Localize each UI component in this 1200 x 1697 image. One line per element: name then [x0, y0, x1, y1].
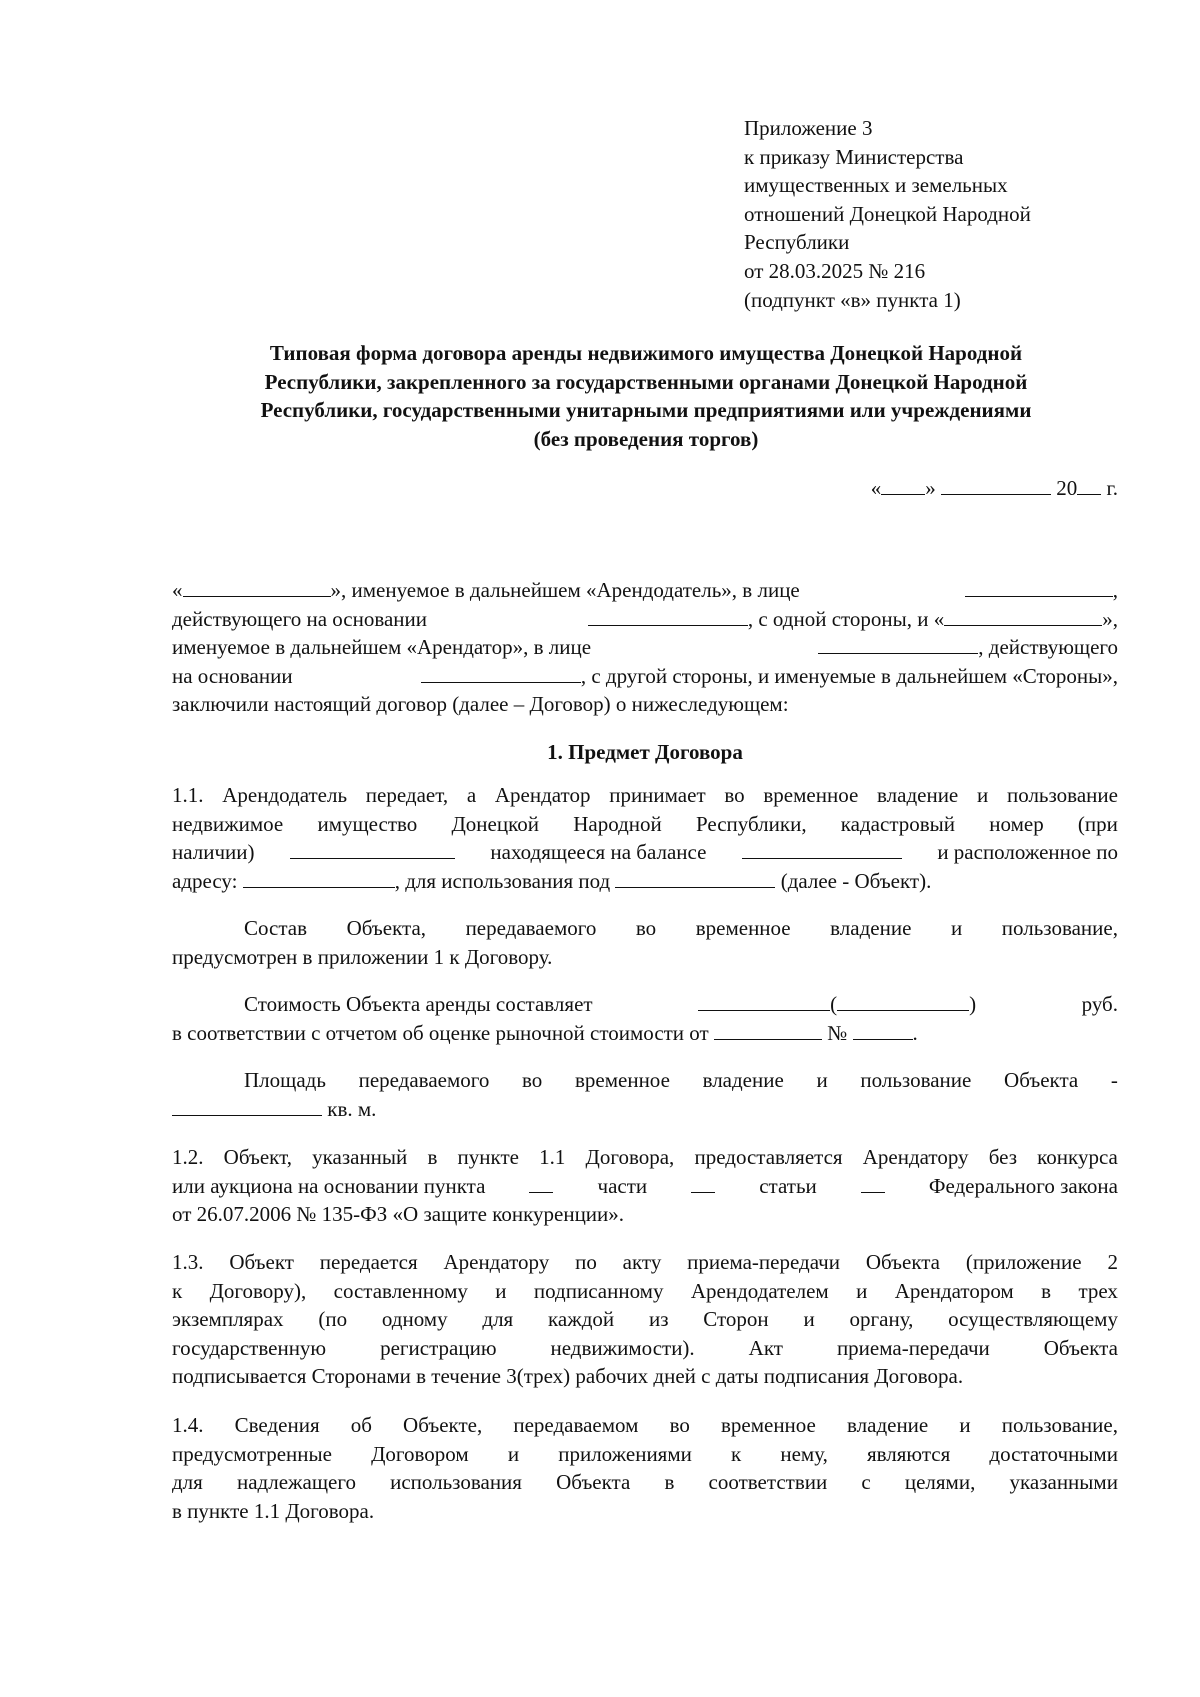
- word: для: [172, 1470, 203, 1495]
- appendix-line: Приложение 3: [744, 116, 873, 140]
- word: во: [522, 1068, 543, 1092]
- word: 1.4.: [172, 1413, 204, 1437]
- word: во: [669, 1413, 690, 1437]
- cost-digits-blank: [698, 990, 830, 1011]
- word: владение: [830, 916, 912, 940]
- word: Объект,: [223, 1145, 292, 1169]
- word: регистрацию: [380, 1335, 497, 1360]
- lessee-representative-blank: [818, 633, 978, 654]
- clause-line: адресу: , для использования под (далее - Объект).: [172, 868, 932, 893]
- word: нему,: [780, 1441, 828, 1466]
- word: 1.2.: [172, 1145, 204, 1169]
- word: являются: [867, 1441, 951, 1466]
- use-purpose-blank: [615, 867, 775, 888]
- word: временное: [574, 1068, 670, 1092]
- word: Объекта: [1004, 1068, 1079, 1092]
- word: Сторон: [703, 1307, 769, 1332]
- appendix-header: [744, 114, 1144, 314]
- word: акту: [622, 1250, 662, 1274]
- word: органу,: [849, 1307, 914, 1332]
- word: Сведения: [234, 1413, 320, 1437]
- word: по: [575, 1250, 597, 1274]
- appendix-line: Республики: [744, 230, 850, 255]
- clause-line: в пункте 1.1 Договора.: [172, 1498, 375, 1523]
- area-blank: [172, 1095, 322, 1116]
- word: передаваемого: [358, 1068, 490, 1092]
- preamble-line-4: на основании , с другой стороны, и именуемые в дальнейшем «Стороны»,: [172, 663, 1118, 688]
- preamble-line-5: заключили настоящий договор (далее – Договор) о нижеследующем:: [172, 692, 789, 717]
- word: предусмотренные: [172, 1441, 332, 1466]
- word: в: [664, 1470, 675, 1495]
- word: Объекте,: [403, 1413, 483, 1437]
- word: и: [816, 1068, 828, 1092]
- clause-1-3: [172, 1248, 1118, 1391]
- section-1-heading: 1. Предмет Договора: [547, 740, 743, 764]
- lessee-name-blank: [944, 605, 1102, 626]
- clause-line: [172, 810, 1118, 839]
- word: пользование,: [1001, 1413, 1118, 1437]
- title-line: Республики, закрепленного за государственными органами Донецкой Народной: [264, 369, 1028, 394]
- word: надлежащего: [236, 1470, 356, 1495]
- preamble: [172, 576, 1118, 719]
- word: кадастровый: [840, 811, 956, 836]
- word: использования: [390, 1470, 522, 1495]
- word: 2: [1107, 1250, 1118, 1274]
- word: -: [1110, 1068, 1118, 1092]
- word: передается: [319, 1250, 418, 1274]
- word: принимает: [609, 783, 706, 807]
- word: Договору),: [209, 1278, 307, 1303]
- word: целями,: [904, 1470, 976, 1495]
- date-quote-open: «: [870, 476, 882, 500]
- word: Арендатор: [494, 783, 591, 807]
- word: соответствии: [708, 1470, 828, 1495]
- word: для: [482, 1307, 514, 1332]
- word: и: [495, 1278, 507, 1303]
- word: Народной: [573, 811, 662, 836]
- year-suffix: г.: [1106, 476, 1118, 500]
- word: без: [988, 1145, 1017, 1169]
- word: владение: [877, 783, 959, 807]
- word: и: [977, 783, 989, 807]
- clause-line: подписывается Сторонами в течение 3(трех) рабочих дней с даты подписания Договора.: [172, 1364, 964, 1389]
- word: владение: [702, 1068, 784, 1092]
- word: передаваемого: [465, 916, 597, 940]
- word: Договором: [371, 1441, 469, 1466]
- word: (приложение: [965, 1250, 1082, 1274]
- year-prefix: 20: [1056, 476, 1078, 500]
- balance-holder-blank: [742, 838, 902, 859]
- cost-words-blank: [837, 990, 969, 1011]
- word: Состав: [244, 916, 308, 940]
- word: Арендодателем: [690, 1278, 829, 1303]
- law-part-blank: [691, 1172, 715, 1193]
- word: временное: [763, 783, 859, 807]
- object-composition: [172, 914, 1118, 971]
- word: одному: [381, 1307, 448, 1332]
- word: Договора,: [585, 1145, 675, 1169]
- word: государственную: [172, 1335, 327, 1360]
- word: с: [861, 1470, 871, 1495]
- clause-line: от 26.07.2006 № 135-ФЗ «О защите конкуренции».: [172, 1202, 625, 1227]
- word: каждой: [548, 1307, 615, 1332]
- word: и: [950, 916, 963, 940]
- word: приема-передачи: [687, 1250, 840, 1274]
- word: трех: [1078, 1278, 1118, 1303]
- appendix-line: от 28.03.2025 № 216: [744, 258, 926, 283]
- object-area: [172, 1066, 1118, 1123]
- lessee-basis-blank: [421, 662, 581, 683]
- word: в: [1041, 1278, 1052, 1303]
- word: временное: [720, 1413, 816, 1437]
- word: передает,: [365, 783, 449, 807]
- word: пользование: [1006, 783, 1118, 807]
- word: 1.3.: [172, 1250, 204, 1274]
- clause-line: [172, 1277, 1118, 1306]
- clause-line: кв. м.: [172, 1095, 1118, 1124]
- word: составленному: [333, 1278, 468, 1303]
- word: и: [856, 1278, 868, 1303]
- word: приложениями: [558, 1441, 692, 1466]
- clause-line: [172, 1143, 1118, 1172]
- word: приема-передачи: [836, 1335, 990, 1360]
- word: 1.1: [539, 1145, 566, 1169]
- day-blank: [881, 474, 925, 495]
- word: Акт: [748, 1335, 783, 1360]
- word: и: [507, 1441, 520, 1466]
- appendix-line: имущественных и земельных: [744, 173, 1008, 198]
- word: пункте: [457, 1145, 519, 1169]
- clause-line: [172, 1248, 1118, 1277]
- word: Объекта: [556, 1470, 631, 1495]
- word: об: [350, 1413, 372, 1437]
- title-line: Типовая форма договора аренды недвижимого имущества Донецкой Народной: [269, 341, 1023, 365]
- appendix-line: отношений Донецкой Народной: [744, 201, 1031, 226]
- appraisal-number-blank: [853, 1019, 913, 1040]
- word: к: [172, 1278, 183, 1303]
- word: Арендодатель: [222, 783, 348, 807]
- word: к: [731, 1441, 742, 1466]
- word: временное: [695, 916, 791, 940]
- clause-line: [172, 781, 1118, 810]
- word: Донецкой: [451, 811, 539, 836]
- word: Объекта,: [346, 916, 427, 940]
- word: Арендатору: [443, 1250, 550, 1274]
- clause-line: в соответствии с отчетом об оценке рыночной стоимости от № .: [172, 1020, 918, 1045]
- word: номер: [989, 811, 1044, 836]
- word: из: [648, 1307, 669, 1332]
- title-line: Республики, государственными унитарными предприятиями или учреждениями: [260, 398, 1032, 423]
- word: во: [635, 916, 657, 940]
- clause-1-2: [172, 1143, 1118, 1229]
- word: Арендатором: [894, 1278, 1014, 1303]
- word: Объекта: [865, 1250, 940, 1274]
- word: экземплярах: [172, 1307, 284, 1332]
- word: указанными: [1009, 1470, 1118, 1495]
- word: пользование: [860, 1068, 972, 1092]
- word: указанный: [312, 1145, 408, 1169]
- address-blank: [243, 867, 395, 888]
- law-article-blank: [861, 1172, 885, 1193]
- law-point-blank: [529, 1172, 553, 1193]
- date-quote-close: »: [925, 476, 936, 500]
- word: а: [466, 783, 477, 807]
- preamble-line-3: именуемое в дальнейшем «Арендатор», в лице , действующего: [172, 635, 1118, 660]
- clause-1-4: [172, 1411, 1118, 1525]
- word: (по: [318, 1307, 348, 1332]
- word: и: [803, 1307, 815, 1332]
- clause-line: предусмотрен в приложении 1 к Договору.: [172, 944, 553, 969]
- word: предоставляется: [694, 1145, 843, 1169]
- word: передаваемом: [513, 1413, 639, 1437]
- word: во: [724, 783, 745, 807]
- clause-line: [172, 914, 1118, 943]
- contract-date-line: [700, 474, 1118, 503]
- clause-line: [172, 1334, 1118, 1363]
- word: Площадь: [244, 1068, 326, 1092]
- title-line: (без проведения торгов): [533, 426, 759, 451]
- word: конкурса: [1037, 1145, 1118, 1169]
- word: Объекта: [1043, 1335, 1118, 1360]
- clause-line: [172, 1411, 1118, 1440]
- clause-line: Стоимость Объекта аренды составляет ( ) руб.: [244, 992, 1118, 1016]
- clause-line: наличии) находящееся на балансе и расположенное по: [172, 840, 1118, 865]
- word: пользование,: [1001, 916, 1118, 940]
- word: владение: [847, 1413, 929, 1437]
- word: осуществляющему: [948, 1307, 1118, 1332]
- word: недвижимости).: [550, 1335, 695, 1360]
- lessor-basis-blank: [588, 605, 748, 626]
- clause-line: [172, 1468, 1118, 1497]
- clause-line: или аукциона на основании пункта части статьи Федерального закона: [172, 1173, 1118, 1198]
- month-blank: [941, 474, 1051, 495]
- word: и: [959, 1413, 971, 1437]
- clause-line: [172, 1066, 1118, 1095]
- appendix-line: (подпункт «в» пункта 1): [744, 287, 961, 312]
- word: в: [427, 1145, 438, 1169]
- word: подписанному: [533, 1278, 664, 1303]
- word: достаточными: [989, 1441, 1118, 1466]
- clause-line: [172, 1305, 1118, 1334]
- preamble-line-2: действующего на основании , с одной стороны, и « »,: [172, 606, 1118, 631]
- word: Республики,: [695, 811, 807, 836]
- word: (при: [1077, 811, 1118, 836]
- appraisal-date-blank: [714, 1019, 822, 1040]
- object-cost: [172, 990, 1118, 1047]
- word: имущество: [317, 811, 418, 836]
- lessor-representative-blank: [965, 576, 1113, 597]
- preamble-line-1: « », именуемое в дальнейшем «Арендодатель», в лице ,: [172, 578, 1118, 602]
- clause-1-1: [172, 781, 1118, 895]
- lessor-name-blank: [183, 576, 331, 597]
- cadastral-number-blank: [290, 838, 455, 859]
- year-blank: [1077, 474, 1101, 495]
- word: Арендатору: [862, 1145, 969, 1169]
- clause-line: [172, 1440, 1118, 1469]
- word: 1.1.: [172, 783, 204, 807]
- word: Объект: [229, 1250, 294, 1274]
- document-title: [172, 339, 1120, 453]
- word: недвижимое: [172, 811, 284, 836]
- appendix-line: к приказу Министерства: [744, 144, 964, 169]
